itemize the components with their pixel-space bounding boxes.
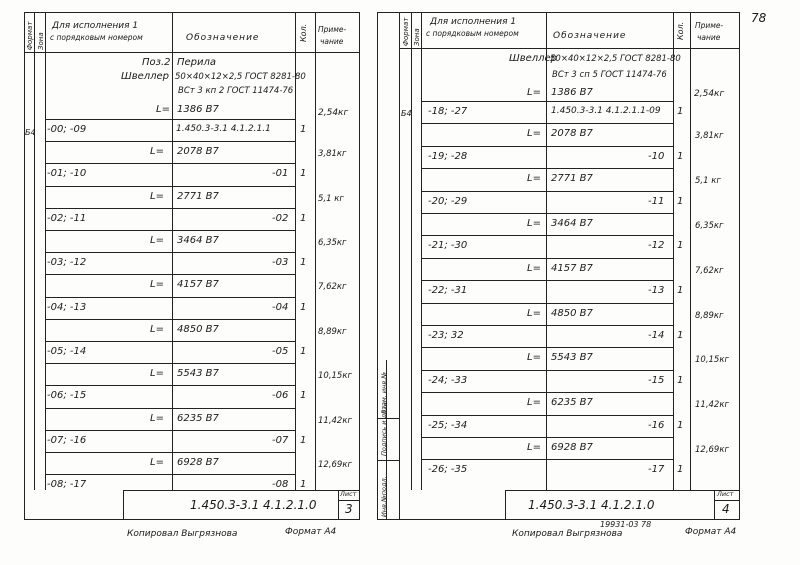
right-row-line (421, 325, 673, 326)
right-row-length: 4850 В7 (551, 307, 593, 319)
left-row-variant: -03; -12 (47, 257, 87, 269)
right-col-line (546, 12, 547, 490)
right-row-line (421, 280, 673, 281)
right-col-line (673, 12, 674, 490)
left-row-line (45, 452, 295, 453)
right-row-len-label: L= (527, 397, 541, 409)
right-col-line (399, 12, 400, 520)
right-row-line (421, 213, 673, 214)
left-profile-label: Швеллер (121, 71, 170, 82)
right-first-length: 1386 В7 (551, 87, 593, 98)
right-row-len-label: L= (527, 352, 541, 364)
left-row-variant: -08; -17 (47, 479, 87, 491)
right-format-mark: Б4 (401, 109, 412, 118)
left-first-length-label: L= (156, 104, 170, 115)
right-row-variant: -24; -33 (428, 374, 468, 386)
left-pos-name: Перила (177, 57, 217, 68)
left-row-designation: -06 (272, 390, 289, 402)
left-row-qty: 1 (300, 168, 307, 180)
right-row-designation: -10 (648, 150, 665, 162)
left-row-designation: -07 (272, 434, 289, 446)
left-row-line (45, 141, 295, 142)
left-row-qty: 1 (300, 479, 307, 491)
right-row-line (421, 370, 673, 371)
left-row-length: 2771 В7 (177, 190, 219, 202)
left-row-variant: -00; -09 (47, 124, 87, 135)
left-row-line (45, 186, 295, 187)
right-row-note: 11,42кг (695, 400, 729, 411)
right-header-line (399, 48, 740, 49)
left-row-line (45, 230, 295, 231)
left-row-line (45, 252, 295, 253)
right-hdr-note-2: чание (697, 33, 721, 42)
left-row-variant: -02; -11 (47, 212, 87, 224)
right-side-label-inv: Инв.№подл. (380, 476, 388, 517)
right-first-length-label: L= (527, 87, 541, 98)
left-col-line (295, 12, 296, 490)
left-row-line (45, 163, 295, 164)
left-stamp-divider (338, 500, 360, 501)
right-row-qty: 1 (677, 106, 684, 117)
left-row-line (45, 430, 295, 431)
right-row-designation: -12 (648, 240, 665, 252)
left-row-note: 5,1 кг (318, 193, 344, 204)
right-row-len-label: L= (527, 262, 541, 274)
right-row-length: 3464 В7 (551, 218, 593, 229)
left-sheet-no: 3 (345, 502, 353, 516)
right-row-length: 2771 В7 (551, 173, 593, 185)
left-row-line (45, 341, 295, 342)
right-row-len-label: L= (527, 173, 541, 185)
left-row-len-label: L= (150, 190, 164, 202)
right-col-line (411, 12, 412, 490)
left-row-designation: -03 (272, 257, 289, 269)
left-row-line (45, 385, 295, 386)
right-row-variant: -23; 32 (428, 330, 464, 341)
left-format-mark: Б4 (25, 128, 36, 137)
left-row-len-label: L= (150, 368, 164, 380)
left-stamp-divider (338, 490, 339, 520)
left-row-note: 8,89кг (318, 326, 347, 337)
right-row-note: 5,1 кг (695, 176, 721, 187)
left-row-variant: -05; -14 (47, 346, 87, 357)
right-first-note: 2,54кг (694, 89, 725, 99)
right-row-line (421, 191, 673, 192)
right-row-designation: -14 (648, 330, 665, 341)
right-row-designation: -16 (648, 419, 665, 431)
right-profile-spec: 50×40×12×2,5 ГОСТ 8281-80 (550, 54, 681, 64)
right-row-note: 6,35кг (695, 221, 724, 231)
right-profile-label: Швеллер (509, 53, 558, 64)
right-row-len-label: L= (527, 442, 541, 453)
right-row-line (421, 303, 673, 304)
right-row-variant: -21; -30 (428, 240, 468, 252)
right-row-note: 12,69кг (695, 445, 729, 455)
right-hdr-note-1: Приме- (695, 21, 724, 30)
left-row-qty: 1 (300, 124, 307, 135)
right-row-length: 2078 В7 (551, 128, 593, 140)
left-row-variant: -01; -10 (47, 168, 87, 180)
right-row-line (421, 235, 673, 236)
right-hdr-zone: Зона (413, 28, 421, 46)
left-row-line (45, 297, 295, 298)
left-row-designation: -08 (272, 479, 289, 491)
right-row-qty: 1 (677, 195, 684, 207)
left-row-length: 4157 В7 (177, 279, 219, 291)
left-row-designation: -01 (272, 168, 289, 180)
right-row-len-label: L= (527, 307, 541, 319)
page-number-mark: 78 (751, 11, 767, 25)
left-row-note: 10,15кг (318, 371, 352, 382)
left-row-designation: -02 (272, 212, 289, 224)
left-first-note: 2,54кг (318, 108, 349, 118)
right-row-note: 10,15кг (695, 355, 729, 366)
left-row-note: 6,35кг (318, 238, 347, 248)
right-row-len-label: L= (527, 218, 541, 229)
right-row-variant: -19; -28 (428, 150, 468, 162)
left-col-line (45, 12, 46, 490)
right-row-length: 6235 В7 (551, 397, 593, 409)
left-row-variant: -06; -15 (47, 390, 87, 402)
right-row-designation: -17 (648, 464, 665, 476)
right-col-line (421, 12, 422, 490)
right-row-variant: -26; -35 (428, 464, 468, 476)
right-order-no: 19931-03 78 (600, 520, 652, 529)
left-stamp-code: 1.450.3-3.1 4.1.2.1.0 (190, 498, 317, 512)
right-hdr-qty: Кол. (676, 21, 685, 40)
right-format: Формат А4 (685, 527, 737, 537)
right-row-len-label: L= (527, 128, 541, 140)
left-row-len-label: L= (150, 323, 164, 335)
right-row-length: 6928 В7 (551, 442, 593, 453)
left-row-qty: 1 (300, 257, 307, 269)
left-header-line (24, 52, 360, 53)
right-stamp-divider (714, 500, 740, 501)
right-row-line (421, 123, 673, 124)
left-row-line (45, 363, 295, 364)
right-row-qty: 1 (677, 419, 684, 431)
left-col-line (172, 12, 173, 490)
right-sheet-label: Лист (717, 490, 734, 498)
right-row-qty: 1 (677, 150, 684, 162)
right-side-label-sign: Подпись и дата (380, 402, 388, 456)
right-row-note: 3,81кг (695, 131, 724, 142)
right-row-line (421, 392, 673, 393)
right-row-line (421, 258, 673, 259)
left-row-qty: 1 (300, 434, 307, 446)
right-hdr-designation: Обозначение (553, 31, 627, 41)
right-row-designation: -11 (648, 195, 665, 207)
left-row-qty: 1 (300, 390, 307, 402)
left-row-designation: -04 (272, 301, 289, 313)
right-row-qty: 1 (677, 330, 684, 341)
right-hdr-variant-1: Для исполнения 1 (430, 17, 517, 27)
left-pos-label: Поз.2 (142, 57, 171, 68)
right-row-length: 4157 В7 (551, 262, 593, 274)
left-row-line (45, 274, 295, 275)
left-copied-by: Копировал Выгрязнова (127, 529, 238, 539)
left-row-designation: -05 (272, 346, 289, 357)
left-row-line (45, 208, 295, 209)
left-row-len-label: L= (150, 412, 164, 424)
left-row-length: 6928 В7 (177, 457, 219, 468)
left-row-length: 4850 В7 (177, 323, 219, 335)
right-row-note: 7,62кг (695, 265, 724, 276)
left-row-len-label: L= (150, 279, 164, 291)
right-row-designation: 1.450.3-3.1 4.1.2.1.1-09 (551, 106, 661, 116)
left-sheet-label: Лист (340, 490, 357, 498)
left-hdr-format: Формат (26, 21, 34, 50)
left-hdr-qty: Кол. (299, 23, 308, 42)
right-row-line (421, 437, 673, 438)
right-row-line (421, 146, 673, 147)
left-row-note: 3,81кг (318, 149, 347, 160)
left-format: Формат А4 (285, 527, 337, 537)
left-row-len-label: L= (150, 457, 164, 468)
right-row-designation: -15 (648, 374, 665, 386)
left-hdr-variant-2: с порядковым номером (50, 33, 143, 42)
left-col-line (34, 12, 35, 490)
left-row-length: 2078 В7 (177, 146, 219, 158)
left-hdr-note-2: чание (320, 37, 344, 46)
right-row-line (421, 168, 673, 169)
left-row-qty: 1 (300, 346, 307, 357)
left-row-length: 5543 В7 (177, 368, 219, 380)
right-row-qty: 1 (677, 240, 684, 252)
right-hdr-variant-2: с порядковым номером (426, 29, 519, 38)
left-row-len-label: L= (150, 235, 164, 246)
left-row-variant: -07; -16 (47, 434, 87, 446)
left-row-line (45, 474, 295, 475)
left-first-length: 1386 В7 (177, 104, 219, 115)
right-row-designation: -13 (648, 285, 665, 297)
left-hdr-zone: Зона (37, 32, 45, 50)
left-row-note: 12,69кг (318, 460, 352, 470)
right-row-line (421, 347, 673, 348)
right-row-line (421, 415, 673, 416)
right-stamp-code: 1.450.3-3.1 4.1.2.1.0 (528, 498, 655, 512)
left-col-line (315, 12, 316, 490)
right-steel-spec: ВСт 3 сп 5 ГОСТ 11474-76 (552, 70, 667, 80)
left-row-note: 11,42кг (318, 415, 352, 426)
right-side-strip-line (377, 460, 399, 461)
right-row-qty: 1 (677, 374, 684, 386)
left-row-qty: 1 (300, 212, 307, 224)
right-row-line (421, 459, 673, 460)
right-row-variant: -22; -31 (428, 285, 468, 297)
right-row-line (421, 101, 673, 102)
left-row-length: 6235 В7 (177, 412, 219, 424)
left-hdr-note-1: Приме- (318, 25, 347, 34)
right-stamp-divider (714, 490, 715, 520)
left-row-len-label: L= (150, 146, 164, 158)
right-row-variant: -25; -34 (428, 419, 468, 431)
left-profile-spec: 50×40×12×2,5 ГОСТ 8281-80 (175, 72, 306, 82)
right-row-qty: 1 (677, 464, 684, 476)
left-steel-spec: ВСт 3 кп 2 ГОСТ 11474-76 (178, 86, 294, 96)
right-sheet-no: 4 (722, 502, 730, 516)
left-hdr-designation: Обозначение (186, 33, 260, 43)
right-col-line (690, 12, 691, 490)
left-row-line (45, 119, 295, 120)
left-row-qty: 1 (300, 301, 307, 313)
right-row-note: 8,89кг (695, 310, 724, 321)
left-hdr-variant-1: Для исполнения 1 (52, 21, 139, 31)
right-row-length: 5543 В7 (551, 352, 593, 364)
left-row-line (45, 408, 295, 409)
right-hdr-format: Формат (402, 17, 410, 46)
left-row-variant: -04; -13 (47, 301, 87, 313)
right-row-variant: -20; -29 (428, 195, 468, 207)
left-row-length: 3464 В7 (177, 235, 219, 246)
right-row-variant: -18; -27 (428, 106, 468, 117)
left-row-note: 7,62кг (318, 282, 347, 293)
right-copied-by: Копировал Выгрязнова (512, 529, 623, 539)
right-row-qty: 1 (677, 285, 684, 297)
left-row-line (45, 319, 295, 320)
right-side-label-repl: Взам. инв.№ (380, 371, 388, 414)
left-row-designation: 1.450.3-3.1 4.1.2.1.1 (176, 124, 271, 134)
